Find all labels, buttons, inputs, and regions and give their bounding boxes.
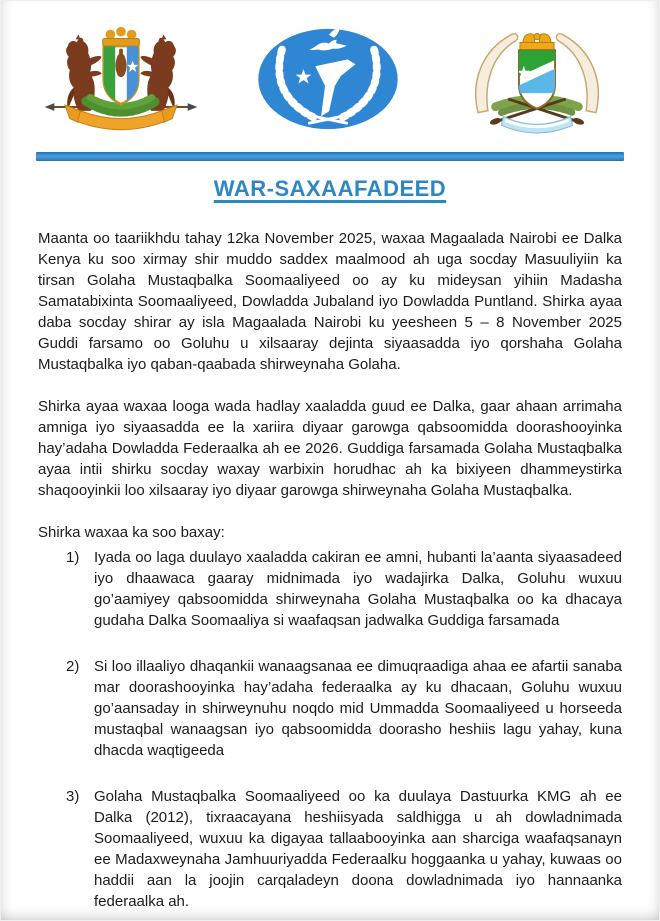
list-item-number: 2)	[66, 658, 80, 675]
list-item-text: Si loo illaaliyo dhaqankii wanaagsanaa ee dimuqraadiga ahaa ee afartii sanaba mar doorashooyinka hay’adaha federaalka ay ku dhacaan, Goluhu wuxuu go’aansaday in shirweynuhu noqdo mid Ummadda Soomaaliyeed u horseeda mustaqbal wanaagsan iyo qabsoomidda doorasho heshiis lagu yahay, kuna dhacda waqtigeeda	[94, 658, 622, 759]
paragraph-1: Maanta oo taariikhdu tahay 12ka November 2025, waxaa Magaalada Nairobi ee Dalka Kenya ku soo xirmay shir muddo saddex maalmood ah uga socday Masuuliyiin ka tirsan Golaha Mustaqbalka Soomaaliyeed oo ay ku mideysan yihiin Madasha Samatabixinta Soomaaliyeed, Dowladda Jubaland iyo Dowladda Puntland. Shirka ayaa daba socday shirar ay isla Magaalada Nairobi ku yeesheen 5 – 8 November 2025 Guddi farsamo oo Goluhu u xilsaaray dejinta siyaasadda iyo qorshaha Golaha Mustaqbalka iyo qaban-qaabada shirweynaha Golaha.	[38, 230, 622, 373]
paragraph-2: Shirka ayaa waxaa looga wada hadlay xaaladda guud ee Dalka, gaar ahaan arrimaha amniga iyo siyaasadda ee la xariira diyaar garowga qabsoomidda doorashooyinka hay’adaha Dowladda Federaalka ah ee 2026. Guddiga farsamada Golaha Mustaqbalka ayaa intii shirku socday waxay warbixin horudhac ah ka bixiyeen dhammeystirka shaqooyinkii loo xilsaaray iyo diyaar garowga shirweynaha Golaha Mustaqbalka.	[38, 398, 622, 499]
list-item-text: Iyada oo laga duulayo xaaladda cakiran ee amni, hubanti la’aanta siyaasadeed iyo dhaawaca gaaray midnimada iyo wadajirka Dalka, Goluhu wuxuu go’aamiyey qabsoomidda shirweynaha Golaha Mustaqbalka oo ka dhacaya gudaha Dalka Soomaaliya si waafaqsan jadwalka Guddiga farsamada	[94, 549, 622, 629]
puntland-coat-of-arms-icon	[456, 23, 618, 135]
list-item	[66, 656, 622, 761]
list-intro: Shirka waxaa ka soo baxay:	[38, 524, 225, 541]
somali-salvation-forum-icon	[253, 25, 403, 133]
outcome-list	[38, 547, 622, 912]
jubaland-coat-of-arms-icon	[42, 22, 200, 136]
emblem-header	[0, 0, 660, 136]
press-release-body	[0, 202, 660, 912]
list-item-number: 1)	[66, 549, 80, 566]
list-item	[66, 547, 622, 631]
list-item	[66, 786, 622, 912]
list-item-text: Golaha Mustaqbalka Soomaaliyeed oo ka duulaya Dastuurka KMG ah ee Dalka (2012), tixraacayana heshiisyada saldhigga u ah dowladnimada Soomaaliyeed, wuxuu ka digayaa tallaabooyinka aan sharciga waafaqsanayn ee Madaxweynaha Jamhuuriyadda Federaalku hoggaanka u yahay, kuwaas oo haddii aan la joojin carqaladeyn doona dowladnimada iyo hannaanka federaalka ah.	[94, 788, 622, 910]
header-divider-bar	[36, 152, 624, 161]
page-title: WAR-SAXAAFADEED	[213, 176, 447, 201]
list-item-number: 3)	[66, 788, 80, 805]
